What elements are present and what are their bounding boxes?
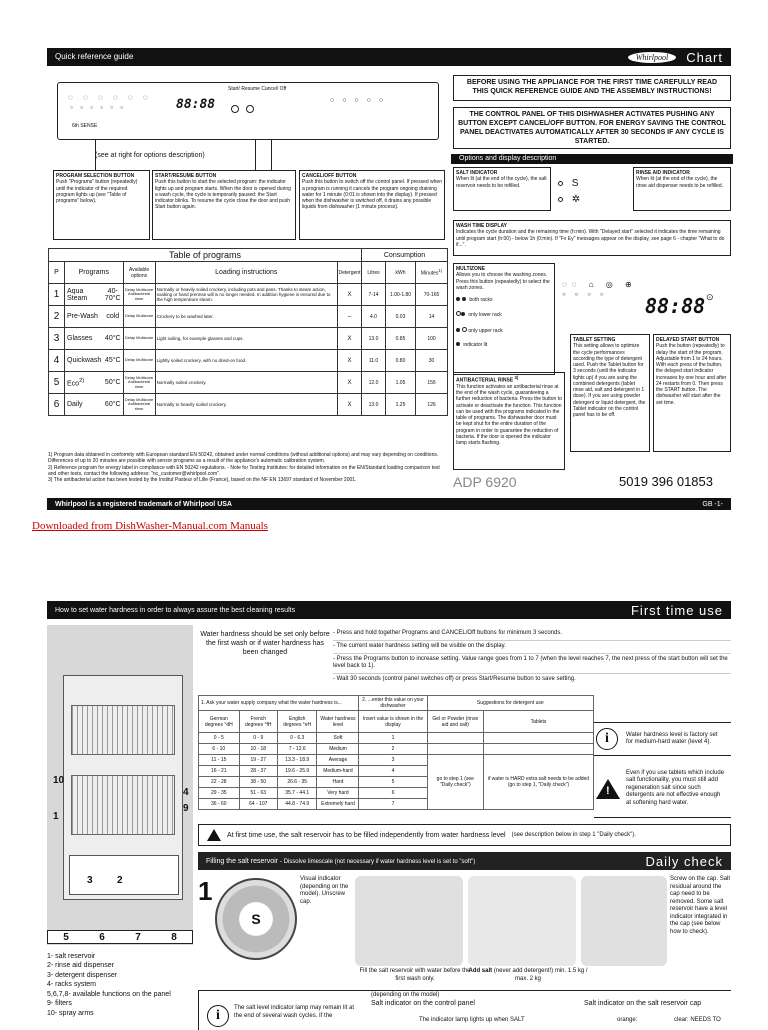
- program-loading: Crockery to be washed later.: [155, 306, 337, 328]
- orange-label: orange:: [617, 1017, 638, 1023]
- program-row: [49, 284, 448, 306]
- program-options: Delay Multizone Antibacterial rinse: [123, 394, 155, 416]
- tablet-setting-box: [570, 334, 650, 452]
- hardness-row: [199, 744, 594, 755]
- daily-check-heading: Daily check: [645, 853, 723, 869]
- col-p: P: [49, 262, 65, 284]
- program-litres: 12.0: [362, 372, 386, 394]
- filling-title: Filling the salt reservoir: [206, 857, 278, 865]
- hardness-cell: 19 - 27: [239, 755, 277, 766]
- program-number: 3: [49, 328, 65, 350]
- multizone-option: both racks: [456, 297, 552, 303]
- hardness-cell: Medium: [317, 744, 359, 755]
- cancel-off-box: [299, 170, 445, 240]
- program-row: [49, 350, 448, 372]
- antibacterial-box: [453, 372, 565, 470]
- options-note: (see at right for options description): [95, 152, 205, 159]
- screw-cap-text: Screw on the cap. Salt residual around the cap need to be removed. Some salt reservoir have a level indicator integrated in the cap (see below how to check).: [670, 876, 731, 935]
- program-options: Delay Multizone Antibacterial rinse: [123, 372, 155, 394]
- hardness-cell: 44.8 - 74.9: [277, 799, 317, 810]
- hardness-cell: Extremely hard: [317, 799, 359, 810]
- program-kwh: 1.25: [386, 394, 416, 416]
- program-name: Eco$^{2)}$: [65, 372, 103, 394]
- salt-cap-title: Salt indicator on the salt reservoir cap: [584, 1000, 702, 1007]
- clear-label: clear: NEEDS TO: [674, 1017, 721, 1023]
- hardness-header-1: 1. Ask your water supply company what the water hardness is...: [199, 696, 359, 711]
- control-panel-drawing: [57, 82, 439, 140]
- program-loading: Lightly soiled crockery, with no dried-on food.: [155, 350, 337, 372]
- program-row: [49, 306, 448, 328]
- rinse-aid-body: When lit (at the end of the cycle), the rinse aid dispenser needs to be refilled.: [636, 176, 723, 189]
- top-footer-bar: [47, 498, 731, 510]
- hardness-cell: Medium-hard: [317, 766, 359, 777]
- program-temp: 60°C: [103, 394, 123, 416]
- multizone-title: MULTIZONE: [456, 266, 485, 272]
- legend-item: 9- filters: [47, 1000, 72, 1008]
- program-litres: 13.0: [362, 328, 386, 350]
- rinse-aid-title: RINSE AID INDICATOR: [636, 170, 690, 176]
- rinse-aid-box: [633, 167, 731, 211]
- hardness-col: English degrees °eH: [277, 711, 317, 733]
- hardness-cell: 29 - 35: [199, 788, 240, 799]
- tablet-note: if water is HARD extra salt needs to be added (go to step 1, "Daily check"): [484, 755, 594, 810]
- program-loading: Light soiling, for example glasses and cups.: [155, 328, 337, 350]
- program-kwh: 0.85: [386, 328, 416, 350]
- filling-subtitle: - Dissolve limescale (not necessary if water hardness level is set to "soft"): [279, 858, 476, 865]
- legend-item: 4- racks system: [47, 981, 97, 989]
- visual-indicator-text: Visual indicator (depending on the model). Unscrew cap.: [300, 876, 349, 905]
- first-time-bar: [47, 601, 731, 619]
- hardness-cell: 7 - 12.6: [277, 744, 317, 755]
- program-temp: 40-70°C: [103, 284, 123, 306]
- first-time-heading: First time use: [630, 602, 723, 618]
- panel-button-labels: Start/ Resume Cancel/ Off: [228, 86, 287, 92]
- start-button[interactable]: [231, 105, 239, 113]
- callout-labels: 10 1 4 9 3 2: [53, 775, 189, 886]
- program-number: 2: [49, 306, 65, 328]
- salt-lamp-text: The salt level indicator lamp may remain lit at the end of several wash cycles. If the: [234, 1005, 355, 1019]
- hardness-cell: 19.6 - 25.9: [277, 766, 317, 777]
- hardness-col: French degrees °fH: [239, 711, 277, 733]
- hardness-cell: [427, 744, 483, 755]
- multizone-box: [453, 263, 555, 375]
- hardness-cell: 28 - 37: [239, 766, 277, 777]
- product-code: 5019 396 01853: [619, 474, 713, 489]
- program-options: Delay Multizone: [123, 350, 155, 372]
- fill-water-caption: Fill the salt reservoir with water before the first wash only.: [359, 968, 471, 982]
- options-header: [451, 154, 733, 164]
- program-options: Delay Multizone Antibacterial rinse: [123, 284, 155, 306]
- program-temp: 40°C: [103, 328, 123, 350]
- quick-reference-bar: [47, 48, 731, 66]
- program-litres: 13.0: [362, 394, 386, 416]
- option-leds-row: ○○○○: [562, 292, 613, 298]
- legend-item: 2- rinse aid dispenser: [47, 962, 114, 970]
- notice-control-panel: THE CONTROL PANEL OF THIS DISHWASHER ACTIVATES PUSHING ANY BUTTON EXCEPT CANCEL/OFF BUTTON. FOR ENERGY SAVING THE CONTROL PANEL DEACTIVATES AUTOMATICALLY AFTER 30 SECONDS IF ANY CYCLE IS STARTED.: [453, 107, 731, 149]
- antibacterial-title: ANTIBACTERIAL RINSE $^{3)}$: [456, 375, 519, 384]
- trademark-text: Whirlpool is a registered trademark of Whirlpool USA: [55, 500, 232, 508]
- col-minutes: Minutes$^{1)}$: [416, 262, 448, 284]
- rinse-led-icon: [558, 194, 580, 205]
- gel-note: go to step 1 (see "Daily check"): [427, 755, 483, 810]
- program-note: 2) Reference program for energy label in compliance with EN 50242 regulations. - Note for Testing Institutes: for detailed information on the EN/Standard loading comparison test and other tests, contact the following address: "nc_customer@whirlpool.com".: [48, 464, 440, 477]
- wash-time-body: Indicates the cycle duration and the remaining time (h:min). With "Delayed start" selected it indicates the time remaining until program start (h:00) - below 1h (0:min). If "Fx Ey" messages appear on the display, see page 6 - chapter "What to do if...".: [456, 229, 725, 248]
- program-icons: ◌ ◌ ◌ ◌ ◌ ◌: [68, 93, 152, 102]
- panel-option-leds: ○○○○○: [330, 97, 392, 104]
- hardness-cell: 36 - 60: [199, 799, 240, 810]
- hardness-cell: [427, 733, 483, 744]
- whirlpool-logo: Whirlpool: [628, 52, 676, 63]
- water-hardness-table: [198, 695, 594, 810]
- hardness-cell: Very hard: [317, 788, 359, 799]
- hardness-col: Gel or Powder (rinse aid and salt): [427, 711, 483, 733]
- notice-read-first: BEFORE USING THE APPLIANCE FOR THE FIRST TIME CAREFULLY READ THIS QUICK REFERENCE GUIDE AND THE ASSEMBLY INSTRUCTIONS!: [453, 75, 731, 101]
- cancel-button[interactable]: [246, 105, 254, 113]
- program-temp: 45°C: [103, 350, 123, 372]
- function-callouts: 5 6 7 8: [47, 930, 193, 944]
- delayed-start-box: [653, 334, 731, 452]
- legend-item: 5,6,7,8- available functions on the panel: [47, 990, 171, 998]
- program-temp: 50°C: [103, 372, 123, 394]
- tablet-title: TABLET SETTING: [573, 337, 616, 343]
- fill-water-illustration: [355, 876, 463, 966]
- info-icon: i: [596, 728, 618, 750]
- hardness-cell: 38 - 50: [239, 777, 277, 788]
- salt-indicator-title: SALT INDICATOR: [456, 170, 498, 176]
- program-detergent: X: [338, 372, 362, 394]
- hardness-cell: 6 - 10: [199, 744, 240, 755]
- program-minutes: 70-165: [416, 284, 448, 306]
- program-name: Pre-Wash: [65, 306, 103, 328]
- option-icons-row: ◌◌ ⌂ ◎ ⊕: [562, 280, 637, 289]
- col-kwh: kWh: [386, 262, 416, 284]
- warning-icon: [207, 829, 221, 841]
- program-name: Aqua Steam: [65, 284, 103, 306]
- delayed-display: 88:88: [645, 294, 706, 318]
- delayed-title: DELAYED START BUTTON: [656, 337, 720, 343]
- water-hardness-heading: How to set water hardness in order to always assure the best cleaning results: [55, 606, 296, 614]
- program-name: Daily: [65, 394, 103, 416]
- program-options: Delay Multizone: [123, 328, 155, 350]
- model-number: ADP 6920: [453, 474, 517, 490]
- col-options: Available options: [123, 262, 155, 284]
- salt-led-icon: [558, 178, 578, 189]
- hardness-cell: 51 - 63: [239, 788, 277, 799]
- hardness-cell: 0 - 9: [239, 733, 277, 744]
- hardness-cell: 4: [359, 766, 427, 777]
- program-row: [49, 394, 448, 416]
- hardness-cell: 3: [359, 755, 427, 766]
- hardness-col: German degrees °dH: [199, 711, 240, 733]
- hardness-cell: Hard: [317, 777, 359, 788]
- hardness-cell: 0 - 5: [199, 733, 240, 744]
- program-note: 3) The antibacterial action has been tested by the Institut Pasteur of Lille (France), based on the NF EN 13697 standard of November 2001.: [48, 477, 357, 483]
- col-litres: Litres: [362, 262, 386, 284]
- col-detergent: Detergent: [338, 262, 362, 284]
- add-salt-illustration: [468, 876, 576, 966]
- hardness-cell: 22 - 28: [199, 777, 240, 788]
- panel-display: 88:88: [176, 97, 216, 112]
- step-item: - Press the Programs button to increase setting. Value range goes from 1 to 7 (when the level reaches 7, the next press of the start button will set the level back to 1).: [333, 654, 731, 675]
- page-number: GB -1-: [702, 500, 723, 508]
- program-loading: Normally soiled crockery.: [155, 372, 337, 394]
- hardness-cell: 16 - 21: [199, 766, 240, 777]
- delayed-body: Push the button (repeatedly) to delay the start of the program. Adjustable from 1 to 24 hours. With each press of the button, the delayed start indicator increases by one hour and after 24 restarts from 0. Then press the START button. The dishwasher will start after the set time.: [656, 343, 727, 406]
- program-loading: Normally or heavily soiled crockery, including pots and pans. Thanks to steam action, soaking or hand prerinse will is no longer needed. In addition hygiene is ensured due to the high temperature steam.: [155, 284, 337, 306]
- hardness-cell: [484, 744, 594, 755]
- hardness-header-3: Suggestions for detergent use: [427, 696, 593, 711]
- hardness-cell: 13.3 - 18.9: [277, 755, 317, 766]
- first-time-ref: (see description below in step 1 "Daily check").: [511, 832, 636, 838]
- hardness-col: Insert value is shown in the display: [359, 711, 427, 733]
- program-leds: ○○○○○○: [70, 105, 131, 111]
- program-kwh: 0.80: [386, 350, 416, 372]
- program-row: [49, 328, 448, 350]
- program-kwh: 0.03: [386, 306, 416, 328]
- program-number: 6: [49, 394, 65, 416]
- program-name: Glasses: [65, 328, 103, 350]
- programs-table: [48, 248, 448, 416]
- hardness-header-2: 2. ...enter this value on your dishwasher: [359, 696, 427, 711]
- start-resume-body: Push this button to start the selected program: the indicator lights up and program starts. When the door is opened during a wash cycle, the cycle is temporarily paused: the Start indicator blinks. To resume the cycle close the door and push Start button again.: [155, 179, 291, 211]
- program-litres: 4.0: [362, 306, 386, 328]
- options-header-text: Options and display description: [459, 154, 557, 162]
- hardness-row: [199, 733, 594, 744]
- program-kwh: 1.00-1.80: [386, 284, 416, 306]
- step-item: - Wait 30 seconds (control panel switches off) or press Start/Resume button to save setting.: [333, 674, 731, 686]
- program-minutes: 126: [416, 394, 448, 416]
- program-litres: 7-14: [362, 284, 386, 306]
- salt-symbol: S: [571, 178, 579, 189]
- sixth-sense-badge: 6th SENSE: [72, 123, 98, 129]
- legend-item: 3- detergent dispenser: [47, 971, 118, 979]
- program-number: 5: [49, 372, 65, 394]
- info-text: Water hardness level is factory set for medium-hard water (level 4).: [626, 731, 718, 745]
- hardness-row: [199, 755, 594, 766]
- salt-panel-title: Salt indicator on the control panel: [371, 1000, 475, 1007]
- multizone-option: only lower rack: [456, 311, 552, 318]
- program-selection-body: Push "Programs" button (repeatedly) until the indicator of the required program lights up (see "Table of programs" below).: [56, 179, 138, 204]
- step-item: - The current water hardness setting will be visible on the display.: [333, 641, 731, 654]
- depends-text: (depending on the model): [371, 992, 440, 998]
- lamp-text: The indicator lamp lights up when SALT: [419, 1017, 525, 1023]
- chart-heading: Chart: [686, 49, 723, 65]
- warning-icon: !: [596, 779, 620, 799]
- hardness-cell: 2: [359, 744, 427, 755]
- program-row: [49, 372, 448, 394]
- program-litres: 11.0: [362, 350, 386, 372]
- download-link[interactable]: Downloaded from DishWasher-Manual.com Manuals: [32, 520, 268, 532]
- salt-indicator-body: When lit (at the end of the cycle), the salt reservoir needs to be refilled.: [456, 176, 547, 189]
- part-legend: [47, 952, 197, 1018]
- multizone-option: indicator lit: [456, 342, 552, 348]
- step-number: 1: [198, 876, 213, 906]
- hardness-cell: 1: [359, 733, 427, 744]
- salt-indicator-section: [198, 990, 731, 1030]
- hardness-cell: 26.6 - 35: [277, 777, 317, 788]
- program-temp: cold: [103, 306, 123, 328]
- program-detergent: X: [338, 284, 362, 306]
- program-selection-title: PROGRAM SELECTION BUTTON: [56, 173, 135, 179]
- program-detergent: X: [338, 394, 362, 416]
- rinse-symbol: ✲: [571, 194, 581, 205]
- screw-cap-illustration: [581, 876, 667, 966]
- hardness-cell: 64 - 107: [239, 799, 277, 810]
- hardness-cell: Average: [317, 755, 359, 766]
- program-number: 4: [49, 350, 65, 372]
- program-detergent: X: [338, 350, 362, 372]
- wash-time-box: [453, 220, 731, 256]
- cancel-off-body: Push this button to switch off the control panel. If pressed when a program is running it cancels the program ongoing draining water for 1 minute (0:01 is shown into the display). If pressed when the dishwasher is switched off, it drains any possible liquids from dishwasher (1 minute process).: [302, 179, 442, 211]
- program-number: 1: [49, 284, 65, 306]
- tablet-body: This setting allows to optimize the cycle performances according the type of detergent used. Push the Tablet button for 3 seconds (until the indicator lights up) if you are using the combined detergents (tablet rinse aid, salt and detergent in 1 dose). If you are using powder detergent or liquid detergent, the Tablet indicator on the control panel has to be off.: [573, 343, 646, 418]
- hardness-steps: [333, 628, 731, 686]
- first-time-text: At first time use, the salt reservoir has to be filled independently from water hardness level: [227, 831, 506, 839]
- program-selection-box: [53, 170, 150, 240]
- multizone-body: Allows you to choose the washing zones. Press this button (repeatedly) to select the wash zones.: [456, 272, 550, 291]
- hardness-col: Tablets: [484, 711, 594, 733]
- salt-indicator-box: [453, 167, 551, 211]
- warning-box: [594, 760, 731, 818]
- wash-time-title: WASH TIME DISPLAY: [456, 223, 507, 229]
- antibacterial-body: This function activates an antibacterial rinse at the end of the wash cycle, guaranteeing a further reduction of bacteria. Press the button to activate or deactivate the function. This function can be used with the programs indicated in the table of programs. The dishwasher door must be kept shut for the entire duration of the program in order to guarantee the reduction of bacteria. If the door is opened the indicator lamp starts flashing.: [456, 383, 562, 447]
- program-options: Delay Multizone: [123, 306, 155, 328]
- col-programs: Programs: [65, 262, 124, 284]
- program-notes: [48, 452, 448, 483]
- col-loading: Loading instructions: [155, 262, 337, 284]
- program-kwh: 1.05: [386, 372, 416, 394]
- filling-bar: [198, 852, 731, 870]
- hardness-cell: [484, 733, 594, 744]
- program-minutes: 30: [416, 350, 448, 372]
- program-note: 1) Program data obtained in conformity with European standard EN 50242, obtained under normal conditions (without additional options) and may vary depending on conditions. Differences of up to 20 minutes are possible with sensor programs as a result of the appliance's automatic calibration system.: [48, 452, 439, 465]
- program-minutes: 14: [416, 306, 448, 328]
- info-box: [594, 722, 731, 756]
- program-detergent: X: [338, 328, 362, 350]
- first-time-note: [198, 824, 731, 846]
- program-loading: Normally to heavily soiled crockery.: [155, 394, 337, 416]
- program-minutes: 156: [416, 372, 448, 394]
- salt-cap-illustration: S: [215, 878, 297, 960]
- hardness-cell: 35.7 - 44.1: [277, 788, 317, 799]
- add-salt-caption: Add salt (never add detergent!) min. 1.5 kg / max. 2 kg: [468, 968, 588, 982]
- hardness-cell: 10 - 18: [239, 744, 277, 755]
- legend-item: 1- salt reservoir: [47, 953, 96, 960]
- program-minutes: 100: [416, 328, 448, 350]
- program-name: Quickwash: [65, 350, 103, 372]
- hardness-col: Water hardness level: [317, 711, 359, 733]
- legend-item: 10- spray arms: [47, 1009, 94, 1017]
- warning-text: Even if you use tablets which include salt functionality, you must still add regeneration salt since such detergents are not effective enough at softening hard water.: [626, 769, 725, 806]
- cancel-off-title: CANCEL/OFF BUTTON: [302, 173, 357, 179]
- programs-table-title: Table of programs: [49, 249, 362, 262]
- hardness-cell: 5: [359, 777, 427, 788]
- hardness-cell: 6: [359, 788, 427, 799]
- bar-title: Quick reference guide: [55, 51, 134, 61]
- hardness-cell: 11 - 15: [199, 755, 240, 766]
- multizone-option: only upper rack: [456, 327, 552, 334]
- info-icon: i: [207, 1005, 229, 1027]
- hardness-cell: 7: [359, 799, 427, 810]
- consumption-header: Consumption: [362, 249, 448, 262]
- hardness-cell: Soft: [317, 733, 359, 744]
- start-resume-title: START/RESUME BUTTON: [155, 173, 217, 179]
- delay-clock-icon: ⊙: [706, 292, 714, 302]
- hardness-cell: 0 - 6.3: [277, 733, 317, 744]
- start-resume-box: [152, 170, 296, 240]
- program-detergent: –: [338, 306, 362, 328]
- step-item: - Press and hold together Programs and CANCEL/Off buttons for minimum 3 seconds.: [333, 628, 731, 641]
- hardness-intro: Water hardness should be set only before the first wash or if water hardness has been changed: [200, 631, 330, 657]
